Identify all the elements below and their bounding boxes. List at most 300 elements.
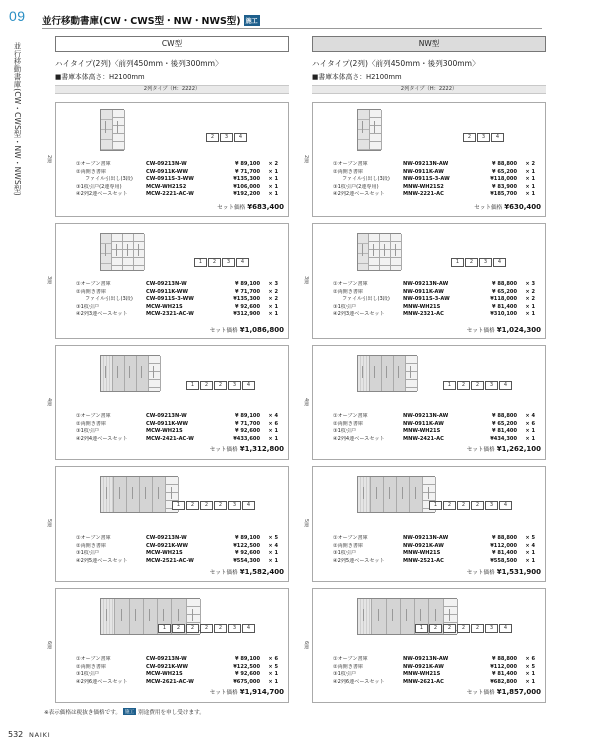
item-quantity: × 1 bbox=[268, 191, 278, 197]
item-row bbox=[333, 656, 541, 664]
item-price: ¥135,300 bbox=[233, 176, 260, 182]
item-model-number: MCW-WH21S2 bbox=[146, 183, 187, 190]
item-price: ¥ 81,400 bbox=[492, 428, 517, 434]
item-quantity: × 1 bbox=[525, 557, 535, 564]
floor-plan-diagram bbox=[451, 258, 506, 267]
item-model-number: CW-09213N-W bbox=[146, 535, 187, 541]
row-count-label: 5連 bbox=[46, 519, 52, 528]
nw-card-6連 bbox=[303, 588, 546, 703]
item-model-number: CW-0911S-3-WW bbox=[146, 296, 194, 302]
item-name: ④2列6連ベースセット bbox=[333, 678, 385, 685]
cabinet-unit bbox=[140, 477, 153, 512]
item-name: ②両開き書庫 bbox=[76, 288, 107, 295]
item-row bbox=[333, 543, 541, 551]
item-model-number: NW-09213N-AW bbox=[403, 281, 449, 287]
item-name: ④2列3連ベースセット bbox=[76, 311, 128, 317]
brand-name: NAIKI bbox=[29, 731, 51, 739]
set-price-value: ¥630,400 bbox=[504, 203, 541, 211]
item-quantity: × 4 bbox=[268, 542, 278, 549]
plan-cell-number: 2 bbox=[461, 382, 466, 388]
item-model-number: CW-0911K-WW bbox=[146, 420, 189, 427]
plan-cell bbox=[214, 624, 227, 633]
plan-cell-number: 2 bbox=[461, 502, 466, 508]
plan-cell-number: 3 bbox=[232, 625, 237, 631]
item-model-number: MNW-2321-AC bbox=[403, 311, 444, 317]
item-list bbox=[333, 413, 541, 443]
item-model-number: CW-09213N-W bbox=[146, 161, 187, 167]
item-list bbox=[76, 535, 284, 565]
item-model-number: CW-09213N-W bbox=[146, 281, 187, 287]
plan-cell-number: 4 bbox=[246, 382, 251, 388]
item-row bbox=[333, 436, 541, 444]
item-row bbox=[76, 296, 284, 304]
plan-cell bbox=[220, 133, 233, 142]
cabinet-unit bbox=[380, 234, 391, 270]
floor-plan-diagram bbox=[172, 501, 255, 510]
item-quantity: × 1 bbox=[268, 550, 278, 556]
item-model-number: MCW-2221-AC-W bbox=[146, 191, 194, 197]
set-price-row bbox=[467, 568, 541, 576]
plan-cell-number: 2 bbox=[475, 502, 480, 508]
plan-cell bbox=[206, 133, 219, 142]
cabinet-unit bbox=[101, 477, 114, 512]
item-name: ①オープン書庫 bbox=[333, 281, 368, 287]
chapter-number: 09 bbox=[9, 8, 26, 24]
item-model-number: NW-09213N-AW bbox=[403, 535, 449, 541]
item-model-number: CW-0921K-WW bbox=[146, 663, 189, 670]
plan-cell-number: 2 bbox=[204, 382, 209, 388]
item-row bbox=[76, 543, 284, 551]
plan-cell-number: 1 bbox=[419, 625, 424, 631]
item-quantity: × 1 bbox=[268, 168, 278, 175]
title-divider bbox=[42, 28, 542, 29]
item-list bbox=[333, 535, 541, 565]
item-row bbox=[333, 550, 541, 558]
item-price: ¥ 65,200 bbox=[492, 420, 517, 427]
item-model-number: NW-0911K-AW bbox=[403, 420, 444, 427]
item-name: ②両開き書庫 bbox=[333, 663, 364, 670]
item-quantity: × 1 bbox=[525, 550, 535, 556]
cabinet-illustration bbox=[100, 355, 160, 392]
cabinet-unit bbox=[394, 356, 406, 391]
set-price-label: セット価格 bbox=[209, 447, 238, 453]
cabinet-unit bbox=[149, 356, 161, 391]
item-price: ¥310,100 bbox=[490, 311, 517, 317]
plan-cell-number: 1 bbox=[455, 259, 460, 265]
item-model-number: NW-09213N-AW bbox=[403, 161, 449, 167]
item-price: ¥ 65,200 bbox=[492, 168, 517, 175]
item-row bbox=[333, 161, 541, 169]
floor-plan-diagram bbox=[158, 624, 255, 633]
item-quantity: × 5 bbox=[268, 535, 278, 541]
plan-cell bbox=[158, 624, 171, 633]
nw-card-2連 bbox=[303, 102, 546, 217]
cabinet-unit bbox=[369, 234, 380, 270]
cabinet-unit bbox=[115, 599, 129, 634]
item-name: ①オープン書庫 bbox=[333, 535, 368, 541]
plan-cell-number: 4 bbox=[246, 502, 251, 508]
cabinet-unit bbox=[370, 110, 382, 150]
plan-cell-number: 2 bbox=[461, 625, 466, 631]
item-row bbox=[76, 671, 284, 679]
item-row bbox=[76, 679, 284, 687]
item-name: ②両開き書庫 bbox=[333, 168, 364, 175]
item-price: ¥433,600 bbox=[233, 435, 260, 442]
item-quantity: × 1 bbox=[525, 303, 535, 310]
plan-cell bbox=[485, 381, 498, 390]
row-count-label: 5連 bbox=[303, 519, 309, 528]
plan-cell-number: 2 bbox=[204, 625, 209, 631]
plan-cell-number: 4 bbox=[495, 134, 500, 140]
item-row bbox=[333, 184, 541, 192]
item-price: ¥ 92,600 bbox=[235, 550, 260, 556]
item-model-number: MNW-2421-AC bbox=[403, 435, 444, 442]
item-row bbox=[76, 413, 284, 421]
plan-cell bbox=[200, 624, 213, 633]
plan-cell-number: 3 bbox=[481, 134, 486, 140]
item-price: ¥ 81,400 bbox=[492, 550, 517, 556]
plan-cell-number: 2 bbox=[447, 625, 452, 631]
side-category-label: 並行移動書庫(CW・CWS型・NW・NWS型) bbox=[13, 42, 22, 196]
item-row bbox=[333, 558, 541, 566]
plan-cell-number: 2 bbox=[176, 625, 181, 631]
item-price: ¥106,000 bbox=[233, 183, 260, 190]
item-price: ¥ 88,800 bbox=[492, 161, 517, 167]
item-quantity: × 2 bbox=[268, 288, 278, 295]
nw-subtitle: ハイタイプ(2列)〈前列450mm・後列300mm〉 bbox=[312, 59, 480, 68]
item-quantity: × 1 bbox=[268, 557, 278, 564]
plan-cell bbox=[463, 133, 476, 142]
cabinet-unit bbox=[123, 234, 134, 270]
plan-cell bbox=[443, 501, 456, 510]
item-price: ¥ 89,100 bbox=[235, 535, 260, 541]
item-row bbox=[76, 656, 284, 664]
plan-cell-number: 3 bbox=[489, 502, 494, 508]
cabinet-unit bbox=[384, 477, 397, 512]
item-name: ファイル引出し(3段) bbox=[342, 176, 390, 182]
plan-cell bbox=[228, 381, 241, 390]
plan-cell bbox=[200, 501, 213, 510]
plan-cell bbox=[457, 501, 470, 510]
set-price-row bbox=[210, 568, 284, 576]
cabinet-unit bbox=[358, 110, 370, 150]
cabinet-unit bbox=[371, 477, 384, 512]
item-model-number: MNW-WH21S2 bbox=[403, 183, 444, 190]
cw-card-3連 bbox=[46, 223, 289, 339]
row-count-label: 2連 bbox=[303, 155, 309, 164]
item-price: ¥ 88,800 bbox=[492, 413, 517, 419]
item-price: ¥192,200 bbox=[233, 191, 260, 197]
cw-subtitle: ハイタイプ(2列)〈前列450mm・後列300mm〉 bbox=[55, 59, 223, 68]
plan-cell bbox=[242, 381, 255, 390]
plan-cell bbox=[214, 501, 227, 510]
plan-cell bbox=[499, 624, 512, 633]
construction-badge: 施工 bbox=[244, 15, 260, 26]
item-quantity: × 1 bbox=[525, 191, 535, 197]
item-row bbox=[333, 671, 541, 679]
item-price: ¥554,300 bbox=[233, 557, 260, 564]
plan-cell bbox=[234, 133, 247, 142]
plan-cell bbox=[443, 381, 456, 390]
item-name: ④2列6連ベースセット bbox=[76, 678, 128, 685]
item-name: ④2列4連ベースセット bbox=[76, 435, 128, 442]
plan-cell-number: 2 bbox=[218, 382, 223, 388]
item-price: ¥ 92,600 bbox=[235, 428, 260, 434]
cabinet-unit bbox=[113, 356, 125, 391]
plan-cell-number: 4 bbox=[503, 625, 508, 631]
item-model-number: MCW-2521-AC-W bbox=[146, 557, 194, 564]
plan-cell-number: 3 bbox=[489, 625, 494, 631]
item-price: ¥ 81,400 bbox=[492, 671, 517, 677]
item-quantity: × 1 bbox=[268, 303, 278, 310]
item-model-number: NW-0911S-3-AW bbox=[403, 176, 450, 182]
item-list bbox=[333, 281, 541, 319]
set-price-label: セット価格 bbox=[217, 205, 246, 211]
cabinet-illustration bbox=[357, 355, 417, 392]
construction-badge: 施工 bbox=[124, 710, 135, 715]
item-quantity: × 1 bbox=[525, 311, 535, 317]
item-row bbox=[76, 311, 284, 319]
item-model-number: MNW-2521-AC bbox=[403, 557, 444, 564]
plan-cell bbox=[236, 258, 249, 267]
item-model-number: CW-0911S-3-WW bbox=[146, 176, 194, 182]
item-name: ファイル引出し(3段) bbox=[85, 176, 133, 182]
item-list bbox=[76, 656, 284, 686]
item-model-number: MCW-2321-AC-W bbox=[146, 311, 194, 317]
plan-cell-number: 1 bbox=[190, 382, 195, 388]
set-price-label: セット価格 bbox=[466, 690, 495, 696]
cabinet-unit bbox=[112, 234, 123, 270]
cabinet-unit bbox=[358, 356, 370, 391]
item-name: ③1枚引戸 bbox=[76, 671, 100, 677]
item-price: ¥312,900 bbox=[233, 311, 260, 317]
item-row bbox=[333, 169, 541, 177]
item-quantity: × 3 bbox=[525, 281, 535, 287]
cabinet-illustration bbox=[357, 233, 401, 271]
item-quantity: × 1 bbox=[268, 678, 278, 685]
cabinet-illustration bbox=[100, 233, 144, 271]
item-row bbox=[333, 428, 541, 436]
plan-cell bbox=[499, 381, 512, 390]
item-price: ¥118,000 bbox=[490, 176, 517, 182]
set-price-label: セット価格 bbox=[466, 328, 495, 334]
item-row bbox=[333, 176, 541, 184]
row-count-label: 3連 bbox=[46, 276, 52, 285]
plan-cell-number: 2 bbox=[218, 625, 223, 631]
cabinet-unit bbox=[372, 599, 386, 634]
item-model-number: MCW-2621-AC-W bbox=[146, 678, 194, 685]
floor-plan-diagram bbox=[415, 624, 512, 633]
item-model-number: MCW-WH21S bbox=[146, 303, 183, 310]
set-price-row bbox=[210, 445, 284, 453]
plan-cell bbox=[222, 258, 235, 267]
plan-cell bbox=[493, 258, 506, 267]
floor-plan-diagram bbox=[194, 258, 249, 267]
plan-cell-number: 3 bbox=[232, 502, 237, 508]
item-model-number: NW-09213N-AW bbox=[403, 413, 449, 419]
plan-cell bbox=[485, 624, 498, 633]
item-name: ②両開き書庫 bbox=[76, 663, 107, 670]
item-quantity: × 5 bbox=[525, 535, 535, 541]
item-model-number: NW-09213N-AW bbox=[403, 656, 449, 662]
cw-card-2連 bbox=[46, 102, 289, 217]
nw-column bbox=[312, 36, 546, 94]
item-model-number: MNW-WH21S bbox=[403, 303, 441, 310]
plan-cell bbox=[200, 381, 213, 390]
cw-card-4連 bbox=[46, 345, 289, 460]
cabinet-unit bbox=[127, 477, 140, 512]
item-quantity: × 2 bbox=[525, 161, 535, 167]
plan-cell bbox=[415, 624, 428, 633]
row-count-label: 6連 bbox=[303, 641, 309, 650]
floor-plan-diagram bbox=[463, 133, 504, 142]
item-name: ③1枚引戸(2連専用) bbox=[333, 183, 379, 190]
plan-cell bbox=[186, 624, 199, 633]
plan-cell bbox=[194, 258, 207, 267]
item-row bbox=[76, 550, 284, 558]
item-row bbox=[76, 558, 284, 566]
set-price-label: セット価格 bbox=[474, 205, 503, 211]
item-quantity: × 5 bbox=[268, 663, 278, 670]
item-row bbox=[76, 304, 284, 312]
set-price-value: ¥683,400 bbox=[247, 203, 284, 211]
plan-cell-number: 4 bbox=[503, 382, 508, 388]
page-title bbox=[42, 13, 260, 27]
item-row bbox=[76, 428, 284, 436]
plan-cell-number: 3 bbox=[232, 382, 237, 388]
cabinet-unit bbox=[114, 477, 127, 512]
item-price: ¥558,500 bbox=[490, 557, 517, 564]
item-price: ¥ 89,100 bbox=[235, 161, 260, 167]
set-price-row bbox=[467, 326, 541, 334]
item-name: ①オープン書庫 bbox=[76, 535, 111, 541]
item-name: ③1枚引戸(2連専用) bbox=[76, 183, 122, 190]
item-row bbox=[333, 289, 541, 297]
cabinet-unit bbox=[130, 599, 144, 634]
item-quantity: × 1 bbox=[525, 435, 535, 442]
plan-cell bbox=[485, 501, 498, 510]
plan-cell-number: 3 bbox=[489, 382, 494, 388]
item-name: ④2列3連ベースセット bbox=[333, 311, 385, 317]
cabinet-unit bbox=[134, 234, 145, 270]
item-price: ¥185,700 bbox=[490, 191, 517, 197]
item-price: ¥434,300 bbox=[490, 435, 517, 442]
plan-cell-number: 4 bbox=[503, 502, 508, 508]
item-price: ¥ 65,200 bbox=[492, 288, 517, 295]
item-quantity: × 2 bbox=[525, 296, 535, 302]
item-name: ②両開き書庫 bbox=[76, 542, 107, 549]
page-title-text: 並行移動書庫(CW・CWS型・NW・NWS型) bbox=[42, 16, 241, 27]
plan-cell bbox=[457, 381, 470, 390]
item-model-number: MNW-WH21S bbox=[403, 671, 441, 677]
item-price: ¥ 89,100 bbox=[235, 281, 260, 287]
cabinet-unit bbox=[144, 599, 158, 634]
item-model-number: NW-0921K-AW bbox=[403, 542, 444, 549]
plan-cell-number: 4 bbox=[240, 259, 245, 265]
plan-cell-number: 2 bbox=[433, 625, 438, 631]
item-price: ¥ 81,400 bbox=[492, 303, 517, 310]
cw-height-note: ■書庫本体高さ：H2100mm bbox=[55, 73, 145, 81]
item-quantity: × 4 bbox=[525, 413, 535, 419]
item-name: ①オープン書庫 bbox=[333, 413, 368, 419]
item-name: ③1枚引戸 bbox=[76, 550, 100, 556]
plan-cell-number: 1 bbox=[433, 502, 438, 508]
item-price: ¥ 71,700 bbox=[235, 420, 260, 427]
set-price-value: ¥1,914,700 bbox=[239, 688, 284, 696]
item-quantity: × 1 bbox=[525, 678, 535, 685]
item-row bbox=[333, 679, 541, 687]
cabinet-unit bbox=[410, 477, 423, 512]
cabinet-illustration bbox=[357, 476, 438, 513]
cw-column bbox=[55, 36, 289, 94]
row-count-label: 4連 bbox=[303, 398, 309, 407]
item-row bbox=[76, 421, 284, 429]
item-row bbox=[333, 281, 541, 289]
item-price: ¥ 92,600 bbox=[235, 671, 260, 677]
item-price: ¥ 89,100 bbox=[235, 413, 260, 419]
nw-column-header: NW型 bbox=[312, 36, 546, 52]
floor-plan-diagram bbox=[206, 133, 247, 142]
item-quantity: × 6 bbox=[268, 656, 278, 662]
cw-type-bar: 2列タイプ（H：2222） bbox=[55, 85, 289, 94]
set-price-value: ¥1,531,900 bbox=[496, 568, 541, 576]
cabinet-unit bbox=[101, 599, 115, 634]
plan-cell bbox=[208, 258, 221, 267]
item-name: ③1枚引戸 bbox=[333, 550, 357, 556]
plan-cell bbox=[491, 133, 504, 142]
plan-cell bbox=[242, 624, 255, 633]
item-quantity: × 4 bbox=[525, 542, 535, 549]
item-list bbox=[333, 161, 541, 199]
item-name: ①オープン書庫 bbox=[76, 413, 111, 419]
item-row bbox=[333, 191, 541, 199]
plan-cell-number: 3 bbox=[224, 134, 229, 140]
item-row bbox=[333, 304, 541, 312]
plan-cell bbox=[465, 258, 478, 267]
item-row bbox=[76, 535, 284, 543]
item-quantity: × 1 bbox=[268, 176, 278, 182]
item-price: ¥112,000 bbox=[490, 542, 517, 549]
item-name: ①オープン書庫 bbox=[333, 656, 368, 662]
plan-cell bbox=[443, 624, 456, 633]
plan-cell-number: 2 bbox=[190, 502, 195, 508]
item-row bbox=[76, 664, 284, 672]
cabinet-illustration bbox=[357, 109, 381, 151]
set-price-label: セット価格 bbox=[209, 690, 238, 696]
plan-cell-number: 2 bbox=[212, 259, 217, 265]
cabinet-unit bbox=[406, 356, 418, 391]
item-price: ¥122,500 bbox=[233, 663, 260, 670]
set-price-row bbox=[210, 688, 284, 696]
item-model-number: NW-0911K-AW bbox=[403, 168, 444, 175]
plan-cell-number: 4 bbox=[238, 134, 243, 140]
set-price-label: セット価格 bbox=[209, 570, 238, 576]
item-quantity: × 1 bbox=[525, 176, 535, 182]
set-price-value: ¥1,312,800 bbox=[239, 445, 284, 453]
item-name: ③1枚引戸 bbox=[333, 303, 357, 310]
item-quantity: × 1 bbox=[525, 183, 535, 190]
plan-cell-number: 3 bbox=[226, 259, 231, 265]
item-quantity: × 3 bbox=[268, 281, 278, 287]
item-quantity: × 1 bbox=[525, 428, 535, 434]
nw-type-bar: 2列タイプ（H：2222） bbox=[312, 85, 546, 94]
item-model-number: MCW-WH21S bbox=[146, 550, 183, 556]
cw-card-5連 bbox=[46, 466, 289, 582]
item-model-number: NW-0911S-3-AW bbox=[403, 296, 450, 302]
set-price-row bbox=[217, 203, 284, 211]
plan-cell-number: 2 bbox=[447, 502, 452, 508]
item-price: ¥122,500 bbox=[233, 542, 260, 549]
